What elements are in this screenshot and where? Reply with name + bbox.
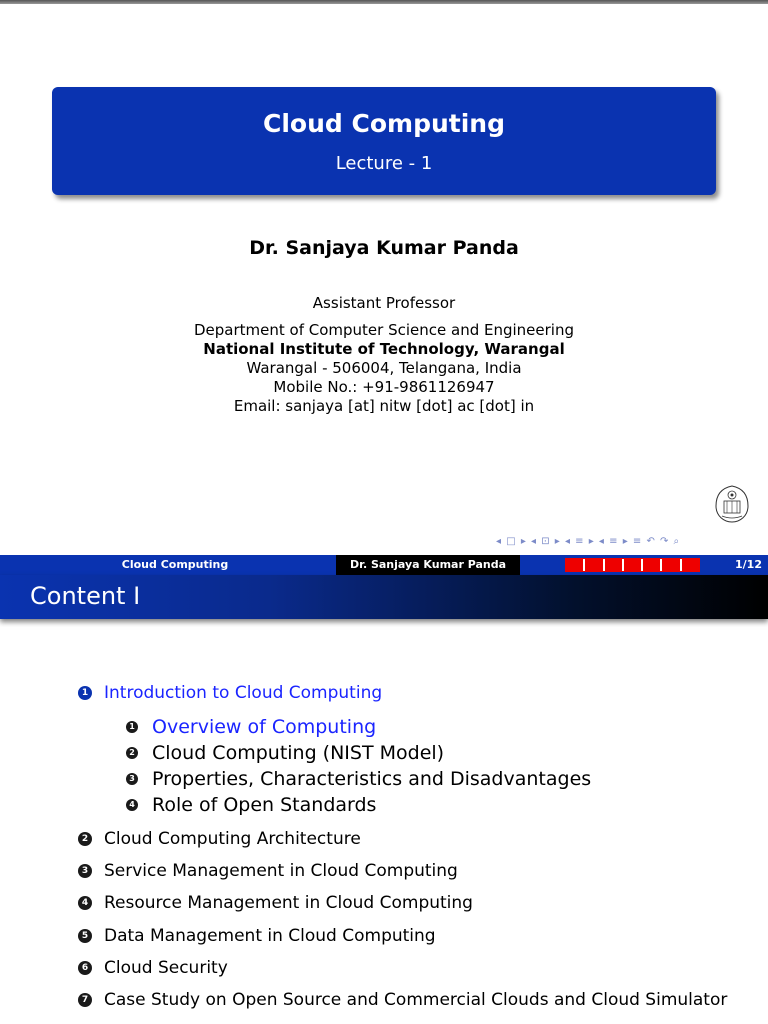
footer-author: Dr. Sanjaya Kumar Panda: [336, 555, 520, 575]
toc-item-label: Introduction to Cloud Computing: [104, 683, 383, 703]
page-number: 1/12: [735, 558, 762, 571]
author-institute: National Institute of Technology, Warangal: [203, 340, 565, 358]
beamer-navigation-symbols[interactable]: ◂ □ ▸ ◂ ⊡ ▸ ◂ ≡ ▸ ◂ ≡ ▸ ≡ ↶ ↷ ⌕: [496, 536, 681, 547]
toc-item-label: Cloud Computing Architecture: [104, 829, 361, 849]
toc-item[interactable]: [78, 829, 361, 849]
progress-segment: [605, 559, 624, 571]
author-mobile: Mobile No.: +91-9861126947: [273, 378, 495, 396]
number-bullet: 6: [78, 961, 92, 975]
toc-item[interactable]: [78, 990, 727, 1010]
toc-subitem-label: Cloud Computing (NIST Model): [152, 742, 445, 764]
progress-segment: [585, 559, 604, 571]
number-bullet: 3: [78, 864, 92, 878]
progress-segment: [682, 559, 699, 571]
frame-title-bar: [0, 575, 768, 619]
number-bullet: 4: [126, 799, 138, 811]
toc-item-label: Service Management in Cloud Computing: [104, 861, 458, 881]
number-bullet: 2: [126, 747, 138, 759]
toc-subitem-label: Role of Open Standards: [152, 794, 377, 816]
author-info: [0, 294, 768, 416]
slide-footer: [0, 555, 768, 575]
footer-title: Cloud Computing: [121, 558, 229, 571]
toc-subitem[interactable]: [126, 742, 444, 764]
toc-item-label: Cloud Security: [104, 958, 228, 978]
toc-item[interactable]: [78, 683, 382, 703]
toc-subitem[interactable]: [126, 794, 376, 816]
presentation-subtitle: Lecture - 1: [335, 153, 433, 174]
top-border: [0, 0, 768, 4]
progress-segment: [643, 559, 662, 571]
toc-item[interactable]: [78, 958, 228, 978]
toc-item[interactable]: [78, 861, 458, 881]
progress-segment: [624, 559, 643, 571]
author-position: Assistant Professor: [312, 294, 456, 312]
author-department: Department of Computer Science and Engineering: [193, 321, 574, 339]
presentation-title: Cloud Computing: [263, 109, 505, 138]
frame-title: Content I: [30, 582, 141, 610]
progress-segment: [566, 559, 585, 571]
progress-segment: [662, 559, 681, 571]
toc-item-label: Data Management in Cloud Computing: [104, 926, 436, 946]
toc-subitem[interactable]: [126, 716, 376, 738]
toc-subitem-label: Overview of Computing: [152, 716, 377, 738]
number-bullet: 5: [78, 929, 92, 943]
author-name: Dr. Sanjaya Kumar Panda: [249, 237, 519, 259]
toc-subitem-label: Properties, Characteristics and Disadvantages: [152, 768, 592, 790]
number-bullet: 1: [126, 721, 138, 733]
institute-emblem-icon: [714, 484, 750, 524]
toc-item[interactable]: [78, 926, 436, 946]
number-bullet: 3: [126, 773, 138, 785]
number-bullet: 7: [78, 993, 92, 1007]
toc-item[interactable]: [78, 893, 473, 913]
title-block: [52, 87, 716, 195]
toc-item-label: Case Study on Open Source and Commercial Clouds and Cloud Simulator: [104, 990, 728, 1010]
toc-item-label: Resource Management in Cloud Computing: [104, 893, 473, 913]
toc-subitem[interactable]: [126, 768, 591, 790]
number-bullet: 2: [78, 832, 92, 846]
author-email: Email: sanjaya [at] nitw [dot] ac [dot] in: [233, 397, 535, 415]
number-bullet: 4: [78, 896, 92, 910]
number-bullet: 1: [78, 686, 92, 700]
author-address: Warangal - 506004, Telangana, India: [246, 359, 522, 377]
progress-bar: [565, 558, 700, 572]
